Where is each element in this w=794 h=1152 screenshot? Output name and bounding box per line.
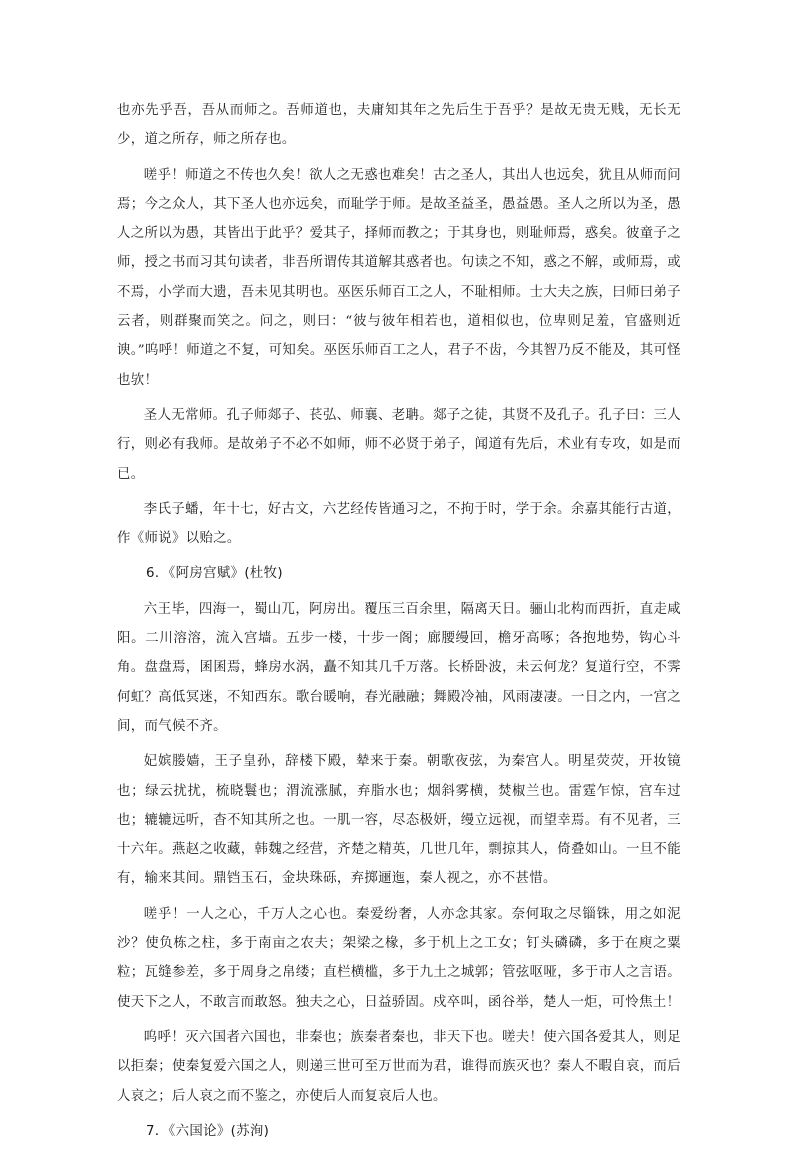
section-heading: 7．《六国论》(苏洵) (146, 1123, 270, 1139)
section-heading: 6．《阿房宫赋》(杜牧) (146, 566, 283, 582)
paragraph: 嗟乎！一人之心，千万人之心也。秦爱纷奢，人亦念其家。奈何取之尽锱铢，用之如泥沙？使负栋之柱，多于南亩之农夫；架梁之椽，多于机上之工女；钉头磷磷，多于在庾之粟粒；瓦缝参差，多于周身之帛缕；直栏横槛，多于九土之城郭；管弦呕哑，多于市人之言语。使天下之人，不敢言而敢怒。独夫之心，日益骄固。戍卒叫，函谷举，楚人一炬，可怜焦土！ (117, 906, 681, 1010)
paragraph: 嗟乎！师道之不传也久矣！欲人之无惑也难矣！古之圣人，其出人也远矣，犹且从师而问焉；今之众人，其下圣人也亦远矣，而耻学于师。是故圣益圣，愚益愚。圣人之所以为圣，愚人之所以为愚，其皆出于此乎？爱其子，择师而教之；于其身也，则耻师焉，惑矣。彼童子之师，授之书而习其句读者，非吾所谓传其道解其惑者也。句读之不知，惑之不解，或师焉，或不焉，小学而大遗，吾未见其明也。巫医乐师百工之人，不耻相师。士大夫之族，曰师曰弟子云者，则群聚而笑之。问之，则曰：“彼与彼年相若也，道相似也，位卑则足羞，官盛则近谀。”呜呼！师道之不复，可知矣。巫医乐师百工之人，君子不齿，今其智乃反不能及，其可怪也欤！ (117, 167, 681, 388)
paragraph: 妃嫔媵嫱，王子皇孙，辞楼下殿，辇来于秦。朝歌夜弦，为秦宫人。明星荧荧，开妆镜也；绿云扰扰，梳晓鬟也；渭流涨腻，弃脂水也；烟斜雾横，焚椒兰也。雷霆乍惊，宫车过也；辘辘远听，杳不知其所之也。一肌一容，尽态极妍，缦立远视，而望幸焉。有不见者，三十六年。燕赵之收藏，韩魏之经营，齐楚之精英，几世几年，剽掠其人，倚叠如山。一旦不能有，输来其间。鼎铛玉石，金块珠砾，弃掷逦迤，秦人视之，亦不甚惜。 (117, 754, 681, 887)
paragraph: 也亦先乎吾，吾从而师之。吾师道也，夫庸知其年之先后生于吾乎？是故无贵无贱，无长无少，道之所存，师之所存也。 (117, 103, 681, 148)
document-page (117, 96, 681, 1152)
paragraph: 李氏子蟠，年十七，好古文，六艺经传皆通习之，不拘于时，学于余。余嘉其能行古道，作《师说》以贻之。 (117, 501, 681, 547)
paragraph: 圣人无常师。孔子师郯子、苌弘、师襄、老聃。郯子之徒，其贤不及孔子。孔子曰：三人行，则必有我师。是故弟子不必不如师，师不必贤于弟子，闻道有先后，术业有专攻，如是而已。 (117, 407, 681, 482)
paragraph: 呜呼！灭六国者六国也，非秦也；族秦者秦也，非天下也。嗟夫！使六国各爱其人，则足以拒秦；使秦复爱六国之人，则递三世可至万世而为君，谁得而族灭也？秦人不暇自哀，而后人哀之；后人哀之而不鉴之，亦使后人而复哀后人也。 (117, 1029, 681, 1104)
paragraph: 六王毕，四海一，蜀山兀，阿房出。覆压三百余里，隔离天日。骊山北构而西折，直走咸阳。二川溶溶，流入宫墙。五步一楼，十步一阁；廊腰缦回，檐牙高啄；各抱地势，钩心斗角。盘盘焉，囷囷焉，蜂房水涡，矗不知其几千万落。长桥卧波，未云何龙？复道行空，不霁何虹？高低冥迷，不知西东。歌台暖响，春光融融；舞殿冷袖，风雨凄凄。一日之内，一宫之间，而气候不齐。 (117, 601, 681, 734)
